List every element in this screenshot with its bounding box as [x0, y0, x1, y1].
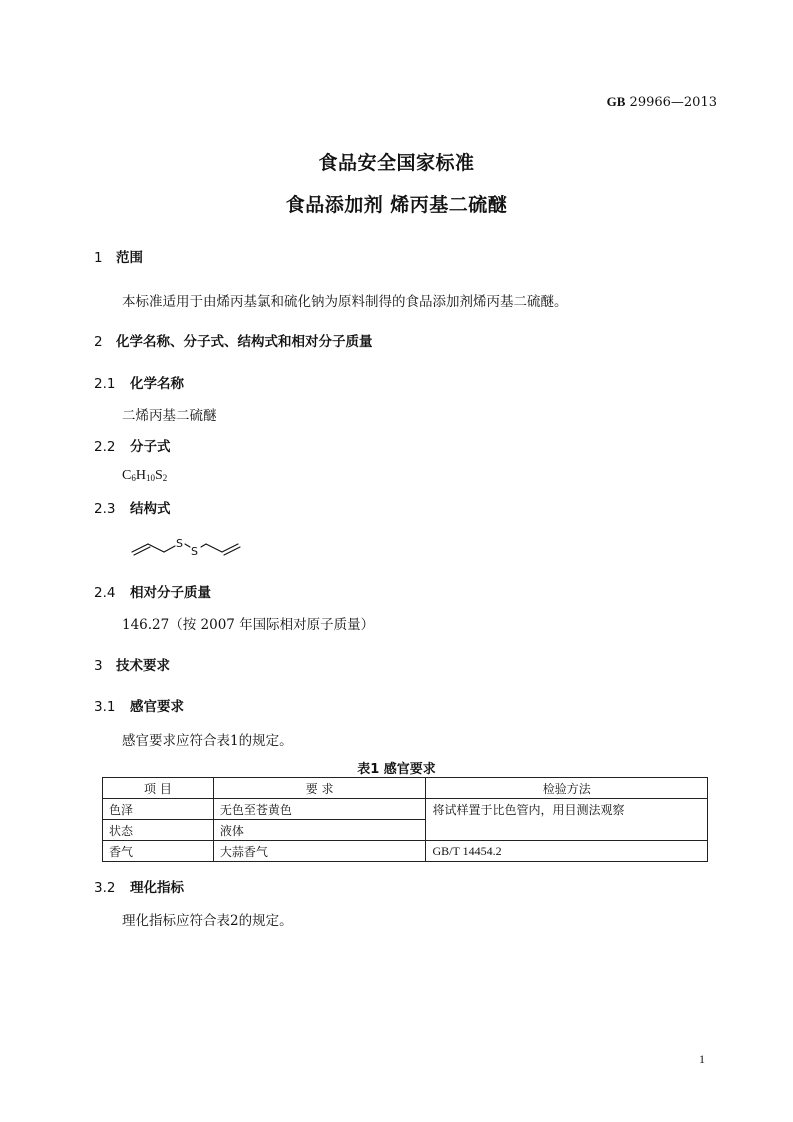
doc-title-line1: 食品安全国家标准	[318, 152, 475, 174]
standard-number: 29966—2013	[629, 95, 717, 110]
header-method: 检验方法	[426, 778, 708, 799]
standard-prefix: GB	[606, 94, 626, 109]
section-number: 2.3	[94, 501, 116, 517]
section-3-heading	[94, 654, 170, 674]
cell-requirement: 大蒜香气	[213, 841, 426, 862]
section-title: 理化指标	[130, 880, 184, 896]
section-2-heading	[94, 330, 373, 350]
section-2-1-heading	[94, 372, 184, 392]
section-2-2-heading	[94, 435, 171, 455]
page-number: 1	[699, 1052, 705, 1066]
section-title: 感官要求	[130, 699, 184, 715]
cell-item: 香气	[103, 841, 214, 862]
table-1-caption: 表1 感官要求	[357, 762, 436, 777]
cell-method-merged: 将试样置于比色管内，用目测法观察	[426, 799, 708, 841]
sulfur-atom-2: S	[191, 545, 198, 558]
section-1-heading	[94, 246, 143, 266]
cell-item: 状态	[103, 820, 214, 841]
chemical-name: 二烯丙基二硫醚	[122, 408, 217, 424]
cell-requirement: 液体	[213, 820, 426, 841]
sulfur-atom-1: S	[176, 537, 183, 550]
section-1-text: 本标准适用于由烯丙基氯和硫化钠为原料制得的食品添加剂烯丙基二硫醚。	[122, 294, 568, 310]
section-2-3-heading	[94, 497, 171, 517]
table-row	[103, 841, 708, 862]
header-item: 项 目	[103, 778, 214, 799]
section-title: 结构式	[130, 501, 171, 517]
standard-code	[607, 94, 717, 110]
table-header-row	[103, 778, 708, 799]
cell-item: 色泽	[103, 799, 214, 820]
cell-method: GB/T 14454.2	[426, 841, 708, 862]
doc-title-line2: 食品添加剂 烯丙基二硫醚	[285, 194, 508, 216]
section-2-4-heading	[94, 581, 211, 601]
cell-requirement: 无色至苍黄色	[213, 799, 426, 820]
structural-formula-diagram	[128, 532, 258, 562]
table-row	[103, 799, 708, 820]
section-number: 2.1	[94, 376, 116, 392]
section-number: 3.1	[94, 699, 116, 715]
section-number: 1	[94, 250, 103, 266]
section-title: 化学名称	[130, 376, 184, 392]
sensory-requirements-table	[102, 777, 708, 862]
section-3-1-heading	[94, 695, 184, 715]
section-title: 技术要求	[116, 658, 170, 674]
section-number: 2.4	[94, 585, 116, 601]
molecular-mass: 146.27（按 2007 年国际相对原子质量）	[122, 617, 375, 633]
section-3-1-text: 感官要求应符合表1的规定。	[122, 733, 293, 749]
section-number: 3.2	[94, 880, 116, 896]
section-number: 3	[94, 658, 103, 674]
section-title: 化学名称、分子式、结构式和相对分子质量	[116, 334, 373, 350]
section-title: 分子式	[130, 439, 171, 455]
section-title: 相对分子质量	[130, 585, 211, 601]
section-number: 2.2	[94, 439, 116, 455]
molecular-formula: $C_6H_{10}S_2$	[122, 468, 168, 483]
section-number: 2	[94, 334, 103, 350]
header-requirement: 要 求	[213, 778, 426, 799]
section-3-2-text: 理化指标应符合表2的规定。	[122, 913, 293, 929]
section-3-2-heading	[94, 876, 184, 896]
section-title: 范围	[116, 250, 143, 266]
